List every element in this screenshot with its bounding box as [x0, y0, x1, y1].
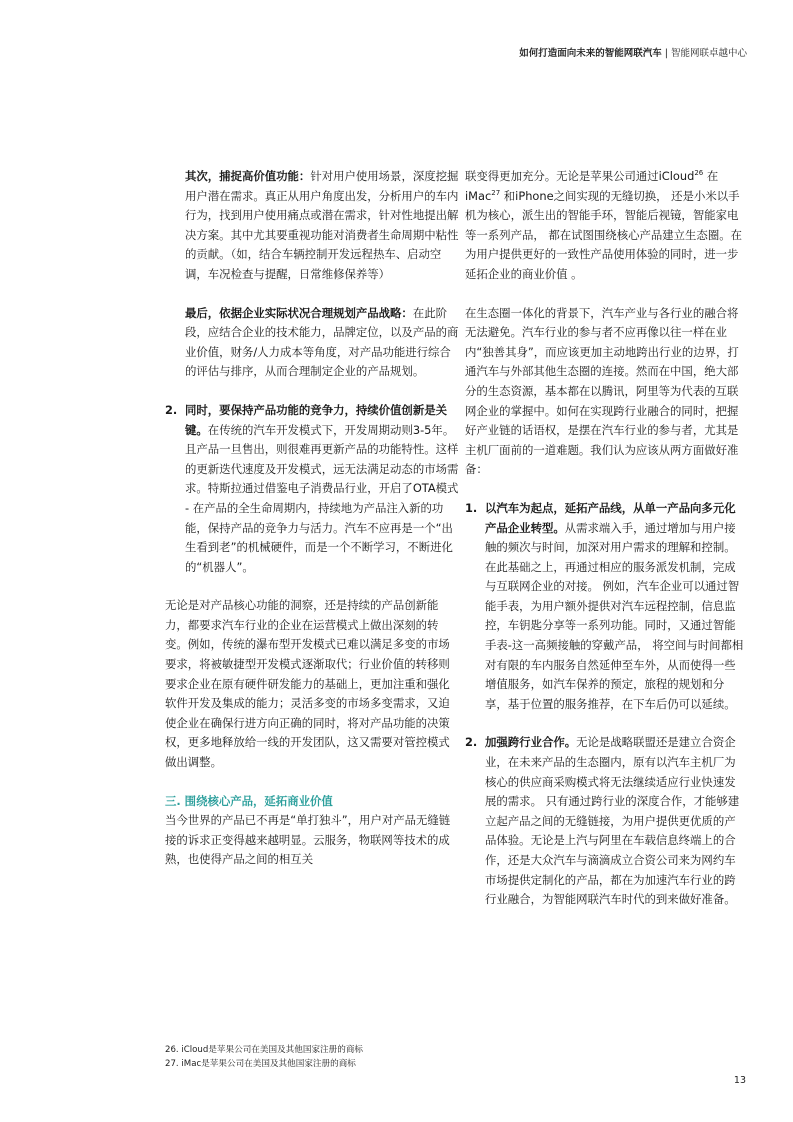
- paragraph-cross-industry: 在生态圈一体化的背景下，汽车产业与各行业的融合将无法避免。汽车行业的参与者不应再像以往一样在业内“独善其身”，而应该更加主动地跨出行业的边界，打通汽车与外部其他生态圈的连接。然而在中国，绝大部分的生态资源，基本都在以腾讯，阿里等为代表的互联网企业的掌握中。如何在实现跨行业融合的同时，把握好产业链的话语权，是摆在汽车行业的参与者，尤其是主机厂面前的一道难题。我们认为应该从两方面做好准备：: [465, 305, 739, 477]
- footnote-27: 27. iMac是苹果公司在美国及其他国家注册的商标: [165, 1058, 356, 1069]
- page-header: [519, 45, 747, 59]
- header-title: 如何打造面向未来的智能网联汽车: [519, 48, 662, 59]
- left-column: [165, 167, 459, 870]
- list-item-body: 从需求端入手，通过增加与用户接触的频次与时间，加深对用户需求的理解和控制。在此基础之上，再通过相应的服务派发机制，完成与互联网企业的对接。 例如，汽车企业可以通过智能手表，为用户额外提供对汽车远程控制，信息监控，车钥匙分享等一系列功能。同时，又通过智能手表-这一高频接触的穿戴产品， 将空间与时间都相对有限的车内服务自然延伸至车外，从而使得一些增值服务，如汽车保养的预定，旅程的规划和分享，基于位置的服务推荐，在下车后仍可以延续。: [485, 520, 744, 711]
- header-separator: |: [664, 48, 668, 59]
- footnote-ref-27: 27: [491, 188, 501, 197]
- list-item-1: [465, 499, 746, 715]
- paragraph-body: 在此阶段，应结合企业的技术能力，品牌定位，以及产品的商业价值，财务/人力成本等角度，对产品功能进行综合的评估与排序，从而合理制定企业的产品规划。: [185, 305, 459, 379]
- paragraph-body: 针对用户使用场景，深度挖掘用户潜在需求。真正从用户角度出发，分析用户的车内行为，找到用户使用痛点或潜在需求，针对性地提出解决方案。其中尤其要重视功能对消费者生命周期中粘性的贡献。（如，结合车辆控制开发远程热车、启动空调，车况检查与提醒，日常维修保养等）: [185, 169, 459, 281]
- text-run: 在iMac: [465, 169, 719, 203]
- text-run: 和iPhone之间实现的无缝切换， 还是小米以手机为核心，派生出的智能手环，智能后视镜，智能家电等一系列产品， 都在试图围绕核心产品建立生态圈。在为用户提供更好的一致性产品使用体验的同时，进一步延拓企业的商业价值 。: [465, 188, 742, 281]
- paragraph-apple-xiaomi: [465, 167, 746, 285]
- paragraph-operating-model: 无论是对产品核心功能的洞察，还是持续的产品创新能力，都要求汽车行业的企业在运营模式上做出深刻的转变。例如，传统的瀑布型开发模式已难以满足多变的市场要求，将被敏捷型开发模式逐渐取代；行业价值的转移则要求企业在原有硬件研发能力的基础上，更加注重和强化软件开发及集成的能力；灵活多变的市场多变需求，又迫使企业在确保行进方向正确的同时，将对产品功能的决策权，更多地释放给一线的开发团队，这又需要对管控模式做出调整。: [165, 598, 450, 770]
- paragraph-product-strategy: [165, 304, 459, 382]
- list-item-lead: 加强跨行业合作。: [485, 735, 577, 750]
- paragraph-lead: 最后，依据企业实际状况合理规划产品战略：: [185, 305, 413, 320]
- paragraph-ecosystem-intro: 当今世界的产品已不再是“单打独斗”，用户对产品无缝链接的诉求正变得越来越明显。云服务，物联网等技术的成熟，也使得产品之间的相互关: [165, 813, 451, 867]
- paragraph-capture-features: [165, 167, 459, 285]
- list-number: 1.: [465, 500, 478, 515]
- footnote-26: 26. iCloud是苹果公司在美国及其他国家注册的商标: [165, 1045, 364, 1055]
- list-number: 2.: [165, 402, 178, 417]
- right-column: [465, 167, 746, 929]
- section-title: 三. 围绕核心产品，延拓商业价值: [165, 793, 333, 808]
- header-org: 智能网联卓越中心: [670, 48, 747, 59]
- page-number: 13: [733, 1075, 746, 1086]
- footnotes: [165, 1044, 363, 1071]
- paragraph-lead: 其次，捕捉高价值功能：: [185, 169, 311, 183]
- list-item-body: 在传统的汽车开发模式下，开发周期动则3-5年。且产品一旦售出，则很难再更新产品的功能特性。这样的更新迭代速度及开发模式，远无法满足动态的市场需求。特斯拉通过借鉴电子消费品行业，开启了OTA模式 - 在产品的全生命周期内，持续地为产品注入新的功能，保持产品的竞争力与活力。汽车不应再是一个“出生看到老”的机械硬件，而是一个不断学习，不断进化的“机器人”。: [185, 422, 459, 574]
- text-run: 联变得更加充分。无论是苹果公司通过iCloud: [465, 169, 695, 183]
- footnote-ref-26: 26: [694, 169, 704, 178]
- list-item-2: [465, 733, 746, 909]
- list-item-lead: 同时，要保持产品功能的竞争力，持续价值创新是关键。: [185, 402, 447, 437]
- list-item-2: [165, 401, 459, 577]
- list-item-body: 无论是战略联盟还是建立合资企业，在未来产品的生态圈内，原有以汽车主机厂为核心的供应商采购模式将无法继续适应行业快速发展的需求。 只有通过跨行业的深度合作，才能够建立起产品之间的无缝链接，为用户提供更优质的产品体验。无论是上汽与阿里在车载信息终端上的合作，还是大众汽车与滴滴成立合资公司来为网约车市场提供定制化的产品，都在为加速汽车行业的跨行业融合，为智能网联汽车时代的到来做好准备。: [485, 735, 740, 907]
- list-number: 2.: [465, 735, 478, 750]
- list-item-lead: 以汽车为起点，延拓产品线，从单一产品向多元化产品企业转型。: [485, 500, 736, 535]
